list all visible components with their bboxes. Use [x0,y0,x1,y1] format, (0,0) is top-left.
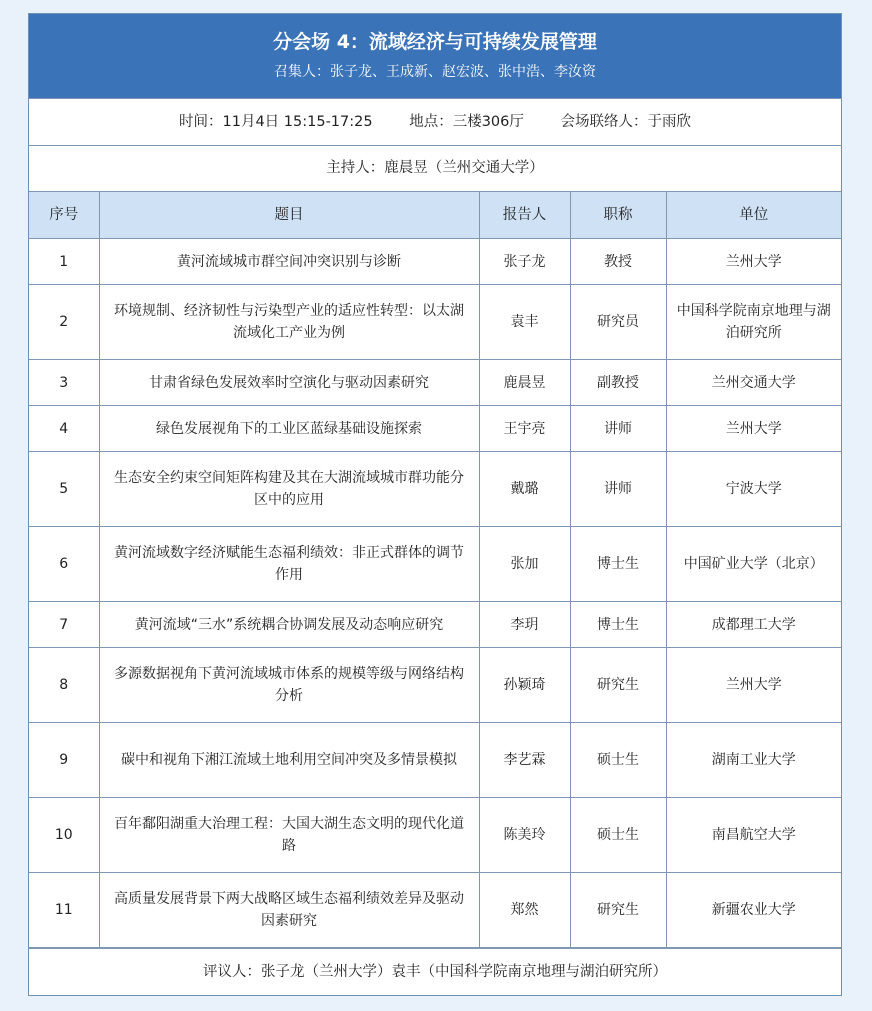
cell-no: 7 [29,602,99,648]
table-row [29,798,841,873]
cell-rank: 研究生 [570,873,666,948]
cell-rank: 研究生 [570,648,666,723]
col-header-title: 题目 [99,192,479,239]
cell-title: 黄河流域“三水”系统耦合协调发展及动态响应研究 [99,602,479,648]
cell-unit: 兰州交通大学 [666,360,841,406]
cell-no: 1 [29,239,99,285]
cell-unit: 成都理工大学 [666,602,841,648]
cell-unit: 兰州大学 [666,406,841,452]
cell-title: 黄河流域城市群空间冲突识别与诊断 [99,239,479,285]
col-header-no: 序号 [29,192,99,239]
col-header-unit: 单位 [666,192,841,239]
session-banner [29,14,841,98]
table-row [29,239,841,285]
cell-no: 6 [29,527,99,602]
session-info [29,98,841,145]
cell-rank: 讲师 [570,452,666,527]
cell-speaker: 袁丰 [479,285,570,360]
session-host: 主持人：鹿晨昱（兰州交通大学） [29,145,841,191]
cell-unit: 兰州大学 [666,239,841,285]
cell-rank: 教授 [570,239,666,285]
cell-speaker: 戴璐 [479,452,570,527]
cell-unit: 兰州大学 [666,648,841,723]
session-time: 时间：11月4日 15:15-17:25 [179,114,373,130]
cell-unit: 宁波大学 [666,452,841,527]
cell-speaker: 王宇亮 [479,406,570,452]
session-place: 地点：三楼306厅 [409,114,524,130]
session-contact: 会场联络人：于雨欣 [560,114,691,130]
talks-table [29,191,841,948]
cell-no: 3 [29,360,99,406]
table-row [29,723,841,798]
cell-speaker: 张子龙 [479,239,570,285]
cell-title: 百年鄱阳湖重大治理工程：大国大湖生态文明的现代化道路 [99,798,479,873]
cell-unit: 南昌航空大学 [666,798,841,873]
cell-no: 8 [29,648,99,723]
cell-rank: 研究员 [570,285,666,360]
cell-speaker: 张加 [479,527,570,602]
cell-no: 2 [29,285,99,360]
table-row [29,873,841,948]
cell-unit: 湖南工业大学 [666,723,841,798]
cell-title: 生态安全约束空间矩阵构建及其在大湖流域城市群功能分区中的应用 [99,452,479,527]
cell-speaker: 孙颖琦 [479,648,570,723]
cell-no: 4 [29,406,99,452]
table-header-row [29,192,841,239]
table-row [29,648,841,723]
conveners: 召集人：张子龙、王成新、赵宏波、张中浩、李汝资 [274,64,596,80]
cell-unit: 中国矿业大学（北京） [666,527,841,602]
cell-speaker: 李玥 [479,602,570,648]
cell-no: 5 [29,452,99,527]
cell-speaker: 鹿晨昱 [479,360,570,406]
table-row [29,452,841,527]
table-row [29,527,841,602]
cell-title: 黄河流域数字经济赋能生态福利绩效：非正式群体的调节作用 [99,527,479,602]
cell-rank: 讲师 [570,406,666,452]
cell-rank: 博士生 [570,527,666,602]
col-header-rank: 职称 [570,192,666,239]
cell-no: 10 [29,798,99,873]
cell-title: 甘肃省绿色发展效率时空演化与驱动因素研究 [99,360,479,406]
cell-rank: 副教授 [570,360,666,406]
cell-speaker: 陈美玲 [479,798,570,873]
cell-unit: 中国科学院南京地理与湖泊研究所 [666,285,841,360]
cell-rank: 硕士生 [570,798,666,873]
session-schedule [28,13,842,996]
cell-speaker: 郑然 [479,873,570,948]
table-row [29,406,841,452]
table-row [29,360,841,406]
cell-unit: 新疆农业大学 [666,873,841,948]
table-row [29,602,841,648]
cell-speaker: 李艺霖 [479,723,570,798]
reviewers: 评议人：张子龙（兰州大学）袁丰（中国科学院南京地理与湖泊研究所） [29,948,841,995]
col-header-speaker: 报告人 [479,192,570,239]
cell-title: 多源数据视角下黄河流域城市体系的规模等级与网络结构分析 [99,648,479,723]
cell-title: 高质量发展背景下两大战略区域生态福利绩效差异及驱动因素研究 [99,873,479,948]
cell-rank: 博士生 [570,602,666,648]
cell-rank: 硕士生 [570,723,666,798]
cell-no: 11 [29,873,99,948]
cell-title: 碳中和视角下湘江流域土地利用空间冲突及多情景模拟 [99,723,479,798]
table-row [29,285,841,360]
cell-title: 绿色发展视角下的工业区蓝绿基础设施探索 [99,406,479,452]
cell-no: 9 [29,723,99,798]
cell-title: 环境规制、经济韧性与污染型产业的适应性转型：以太湖流域化工产业为例 [99,285,479,360]
session-title: 分会场 4：流域经济与可持续发展管理 [273,31,597,53]
